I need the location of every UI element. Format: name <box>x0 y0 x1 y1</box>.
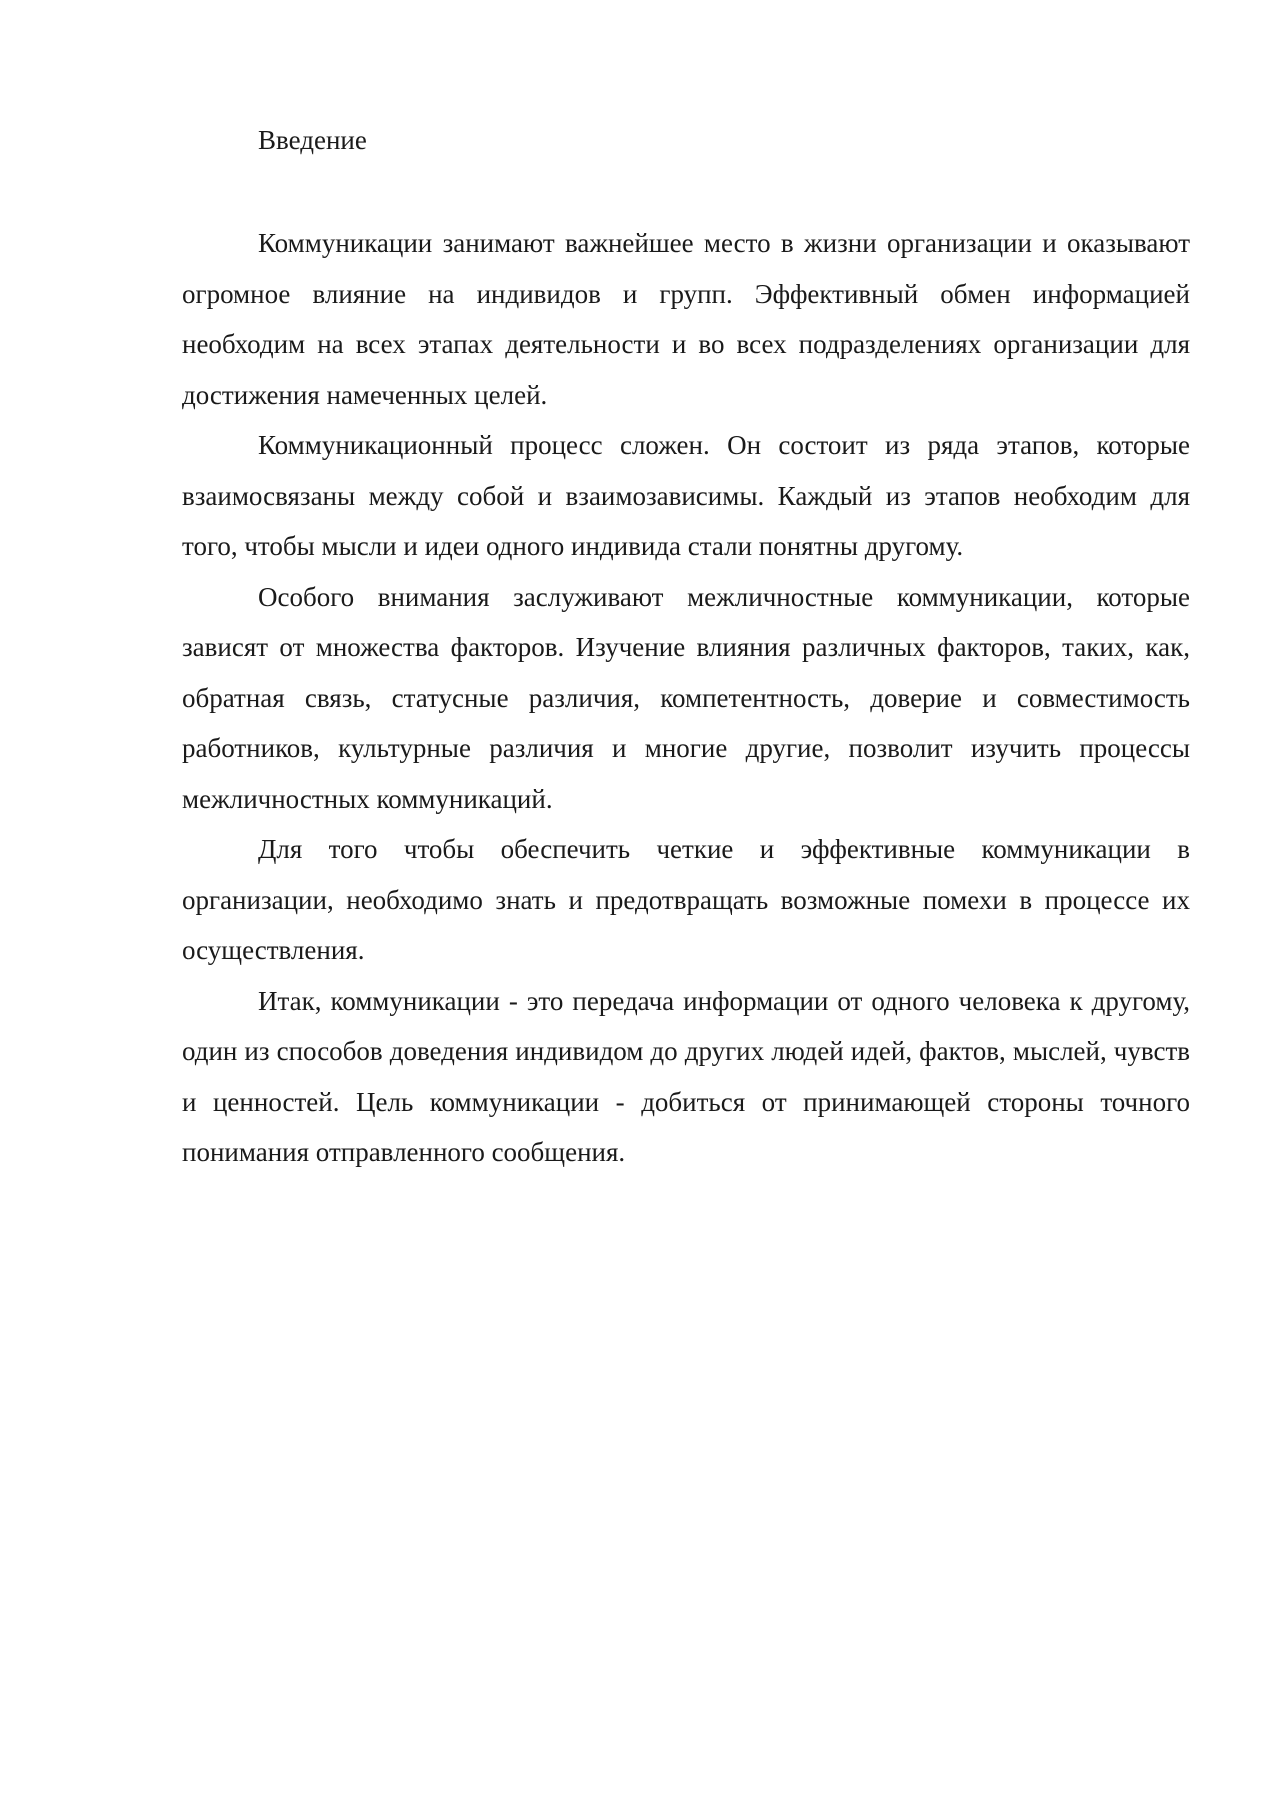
paragraph-4: Для того чтобы обеспечить четкие и эффективные коммуникации в организации, необходимо знать и предотвращать возможные помехи в процессе их осуществления. <box>182 834 1190 965</box>
page-content <box>182 120 1190 1178</box>
paragraph-3: Особого внимания заслуживают межличностные коммуникации, которые зависят от множества факторов. Изучение влияния различных факторов, таких, как, обратная связь, статусные различия, компетентность, доверие и совместимость работников, культурные различия и многие другие, позволит изучить процессы межличностных коммуникаций. <box>182 581 1190 814</box>
page-title: Введение <box>258 125 367 155</box>
paragraph-2: Коммуникационный процесс сложен. Он состоит из ряда этапов, которые взаимосвязаны между собой и взаимозависимы. Каждый из этапов необходим для того, чтобы мысли и идеи одного индивида стали понятны другому. <box>182 430 1190 561</box>
paragraph-5: Итак, коммуникации - это передача информации от одного человека к другому, один из способов доведения индивидом до других людей идей, фактов, мыслей, чувств и ценностей. Цель коммуникации - добиться от принимающей стороны точного понимания отправленного сообщения. <box>182 985 1190 1167</box>
paragraph-1: Коммуникации занимают важнейшее место в жизни организации и оказывают огромное влияние на индивидов и групп. Эффективный обмен информацией необходим на всех этапах деятельности и во всех подразделениях организации для достижения намеченных целей. <box>182 228 1190 410</box>
body-text <box>182 218 1190 1178</box>
